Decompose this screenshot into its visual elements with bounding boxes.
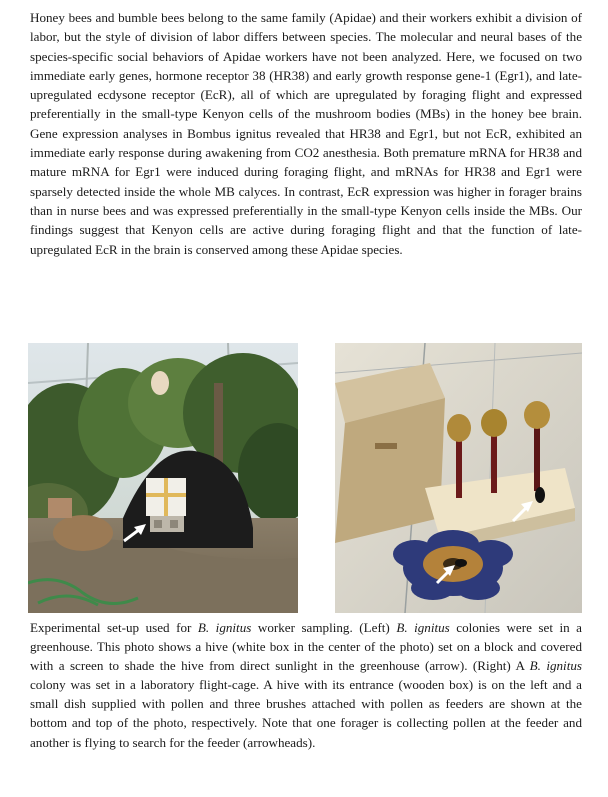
species-name: B. ignitus: [529, 658, 582, 674]
caption-text: colonies were set in a greenhouse. This photo shows a hive (white box in the center of the photo) set on a block and covered with a screen to shade the hive from direct sunlight in the greenhouse (arrow). (Right) A: [30, 620, 582, 674]
caption-text: Experimental set-up used for: [30, 620, 198, 635]
caption-text: worker sampling. (Left): [251, 620, 397, 635]
species-name: B. ignitus: [197, 620, 252, 635]
figure: [28, 343, 582, 613]
greenhouse-photo: [28, 343, 298, 613]
flight-cage-photo: [335, 343, 582, 613]
figure-caption: [30, 618, 582, 752]
abstract-text: Honey bees and bumble bees belong to the same family (Apidae) and their workers exhibit a division of labor, but the style of division of labor differs between species. The molecular and neural bases of the species-specific social behaviors of Apidae workers have not been analyzed. Here, we focused on two immediate early genes, hormone receptor 38 (HR38) and early growth response gene-1 (Egr1), and late-upregulated ecdysone receptor (EcR), all of which are upregulated by foraging flight and expressed preferentially in the small-type Kenyon cells of the mushroom bodies (MBs) in the honey bee brain. Gene expression analyses in Bombus ignitus revealed that HR38 and Egr1, but not EcR, exhibited an immediate early response during awakening from CO2 anesthesia. Both premature mRNA for HR38 and mature mRNA for Egr1 were induced during foraging flight, and mRNAs for HR38 and Egr1 were sparsely detected inside the whole MB calyces. In contrast, EcR expression was higher in forager brains than in nurse bees and was expressed preferentially in the small-type Kenyon cells inside the MBs. Our findings suggest that Kenyon cells are active during foraging flight and that the function of late-upregulated EcR in the brain is conserved among these Apidae species.: [30, 10, 582, 257]
caption-text: colony was set in a laboratory flight-cage. A hive with its entrance (wooden box) is on the left and a small dish supplied with pollen and three brushes attached with pollen as feeders are shown at the bottom and top of the photo, respectively. Note that one forager is collecting pollen at the feeder and another is flying to search for the feeder (arrowheads).: [30, 677, 582, 750]
species-name: B. ignitus: [396, 620, 450, 635]
